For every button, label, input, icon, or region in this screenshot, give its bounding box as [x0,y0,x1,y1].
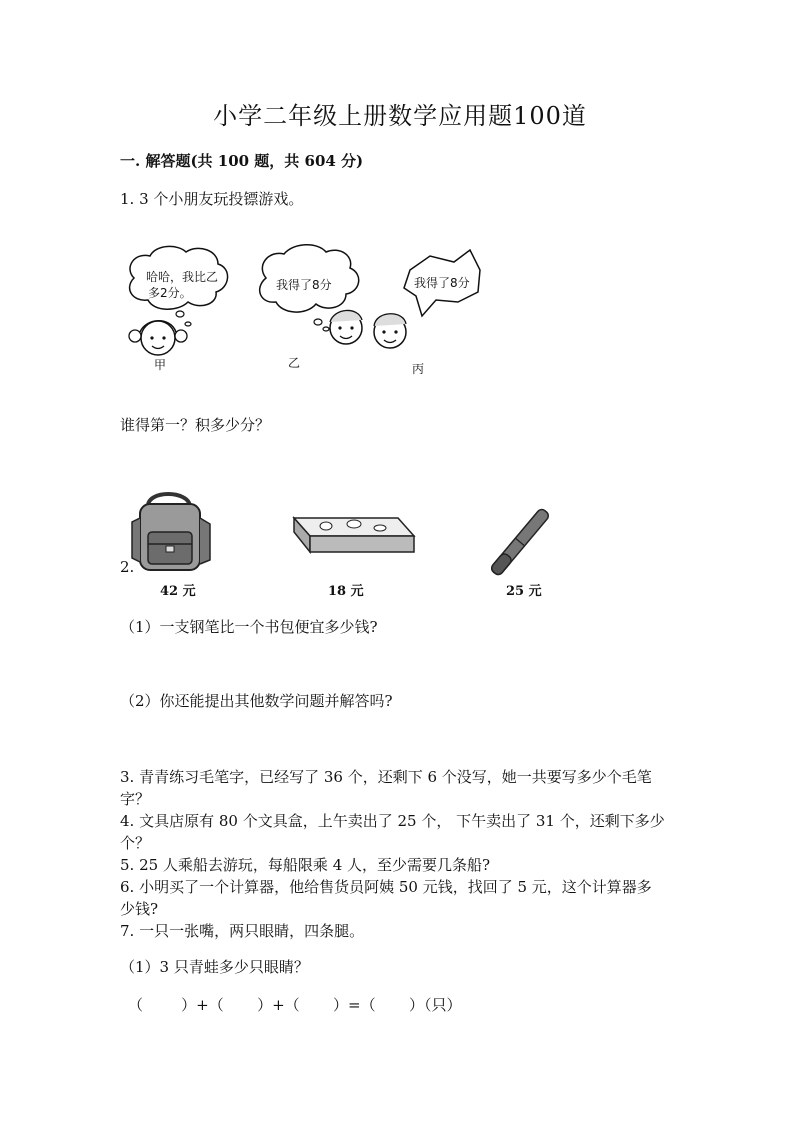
bubble-text-yi: 我得了8分 [276,278,332,292]
thought-dot [323,327,329,331]
girl-jia-face [129,321,187,355]
name-label-bing: 丙 [412,362,425,376]
question-5-line1: 5. 25 人乘船去游玩，每船限乘 4 人，至少需要几条船? [120,856,491,874]
question-7-line1: 7. 一只一张嘴，两只眼睛，四条腿。 [120,922,365,940]
question-2-number: 2. [120,558,135,576]
price-pen: 25 元 [506,584,542,599]
dart-game-illustration [118,240,498,380]
question-6-line1: 6. 小明买了一个计算器，他给售货员阿姨 50 元钱，找回了 5 元，这个计算器多 [120,878,652,896]
question-2-sub2: （2）你还能提出其他数学问题并解答吗? [120,692,393,710]
question-4-line2: 个？ [120,834,151,852]
section-heading: 一. 解答题(共 100 题，共 604 分) [120,152,364,170]
backpack-icon [132,494,210,570]
name-label-yi: 乙 [288,356,301,370]
question-4-line1: 4. 文具店原有 80 个文具盒，上午卖出了 25 个， 下午卖出了 31 个，还剩下多少 [120,812,665,830]
question-2-sub1: （1）一支钢笔比一个书包便宜多少钱? [120,618,378,636]
question-7-sub1: （1）3 只青蛙多少只眼睛？ [120,958,309,976]
question-1-prompt: 谁得第一？积多少分？ [120,416,271,434]
thought-dot [185,322,191,326]
question-6-line2: 少钱? [120,900,159,918]
dart-game-drawing [118,240,498,380]
bubble-text-jia-line2: 多2分。 [148,286,192,300]
boy-bing-face [374,314,406,348]
pencil-box-icon [294,518,414,552]
boy-yi-face [330,310,362,344]
question-3-line2: 字？ [120,790,151,808]
bubble-text-bing: 我得了8分 [414,276,470,290]
thought-dot [176,311,184,317]
price-pencil-box: 18 元 [328,584,364,599]
school-items-illustration [118,488,558,600]
name-label-jia: 甲 [154,358,167,372]
question-1-text: 1. 3 个小朋友玩投镖游戏。 [120,190,304,208]
question-3-line1: 3. 青青练习毛笔字，已经写了 36 个，还剩下 6 个没写，她一共要写多少个毛笔 [120,768,652,786]
thought-dot [314,319,322,325]
bubble-text-jia-line1: 哈哈，我比乙 [146,270,219,284]
pen-icon [490,508,551,577]
question-7-fill-blanks[interactable]: （ ）+（ ）+（ ）=（ ）（只） [128,996,462,1014]
page-title: 小学二年级上册数学应用题100道 [213,102,587,130]
price-backpack: 42 元 [160,584,196,599]
